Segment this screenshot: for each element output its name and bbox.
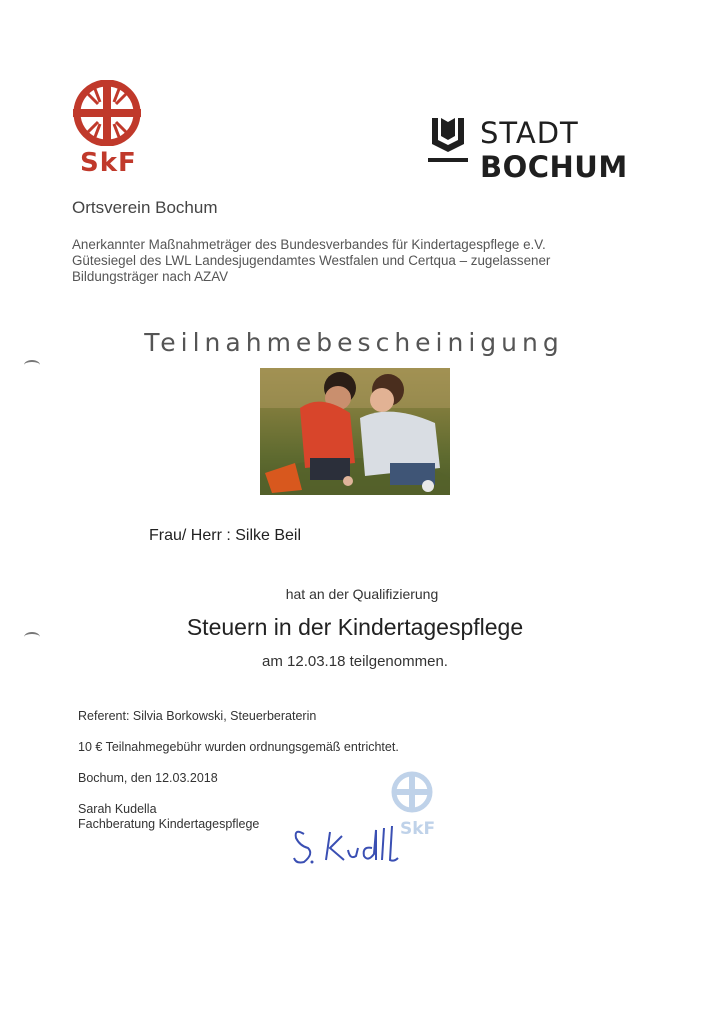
signer-name: Sarah Kudella (78, 802, 157, 816)
signer-block (78, 802, 259, 832)
description-line: Anerkannter Maßnahmeträger des Bundesverbandes für Kindertagespflege e.V. (72, 237, 546, 252)
qualification-intro: hat an der Qualifizierung (285, 586, 439, 602)
participant-name: Frau/ Herr : Silke Beil (149, 527, 302, 544)
skf-logo (68, 80, 146, 180)
course-title: Steuern in der Kindertagespflege (186, 614, 524, 640)
stamp-text: SkF (400, 819, 436, 839)
city-name-line1: STADT (480, 116, 579, 150)
bochum-book-icon (428, 114, 468, 166)
skf-logo-text: SkF (80, 148, 137, 178)
org-name: Ortsverein Bochum (72, 198, 218, 217)
org-description (72, 237, 632, 285)
stadt-bochum-logo (428, 112, 638, 192)
handwritten-signature (290, 820, 410, 870)
referent-line: Referent: Silvia Borkowski, Steuerberaterin (78, 709, 317, 723)
city-name-line2: BOCHUM (480, 150, 628, 184)
punch-hole-mark (24, 360, 40, 370)
participation-date: am 12.03.18 teilgenommen. (262, 653, 448, 670)
place-date-line: Bochum, den 12.03.2018 (78, 771, 218, 785)
children-photo (260, 368, 450, 495)
description-line: Gütesiegel des LWL Landesjugendamtes Westfalen und Certqua – zugelassener (72, 253, 551, 268)
description-line: Bildungsträger nach AZAV (72, 269, 229, 284)
fee-line: 10 € Teilnahmegebühr wurden ordnungsgemäß entrichtet. (78, 740, 399, 754)
punch-hole-mark (24, 632, 40, 642)
certificate-title: Teilnahmebescheinigung (144, 328, 564, 357)
caritas-cross-icon (68, 80, 146, 146)
signer-role: Fachberatung Kindertagespflege (78, 817, 260, 831)
